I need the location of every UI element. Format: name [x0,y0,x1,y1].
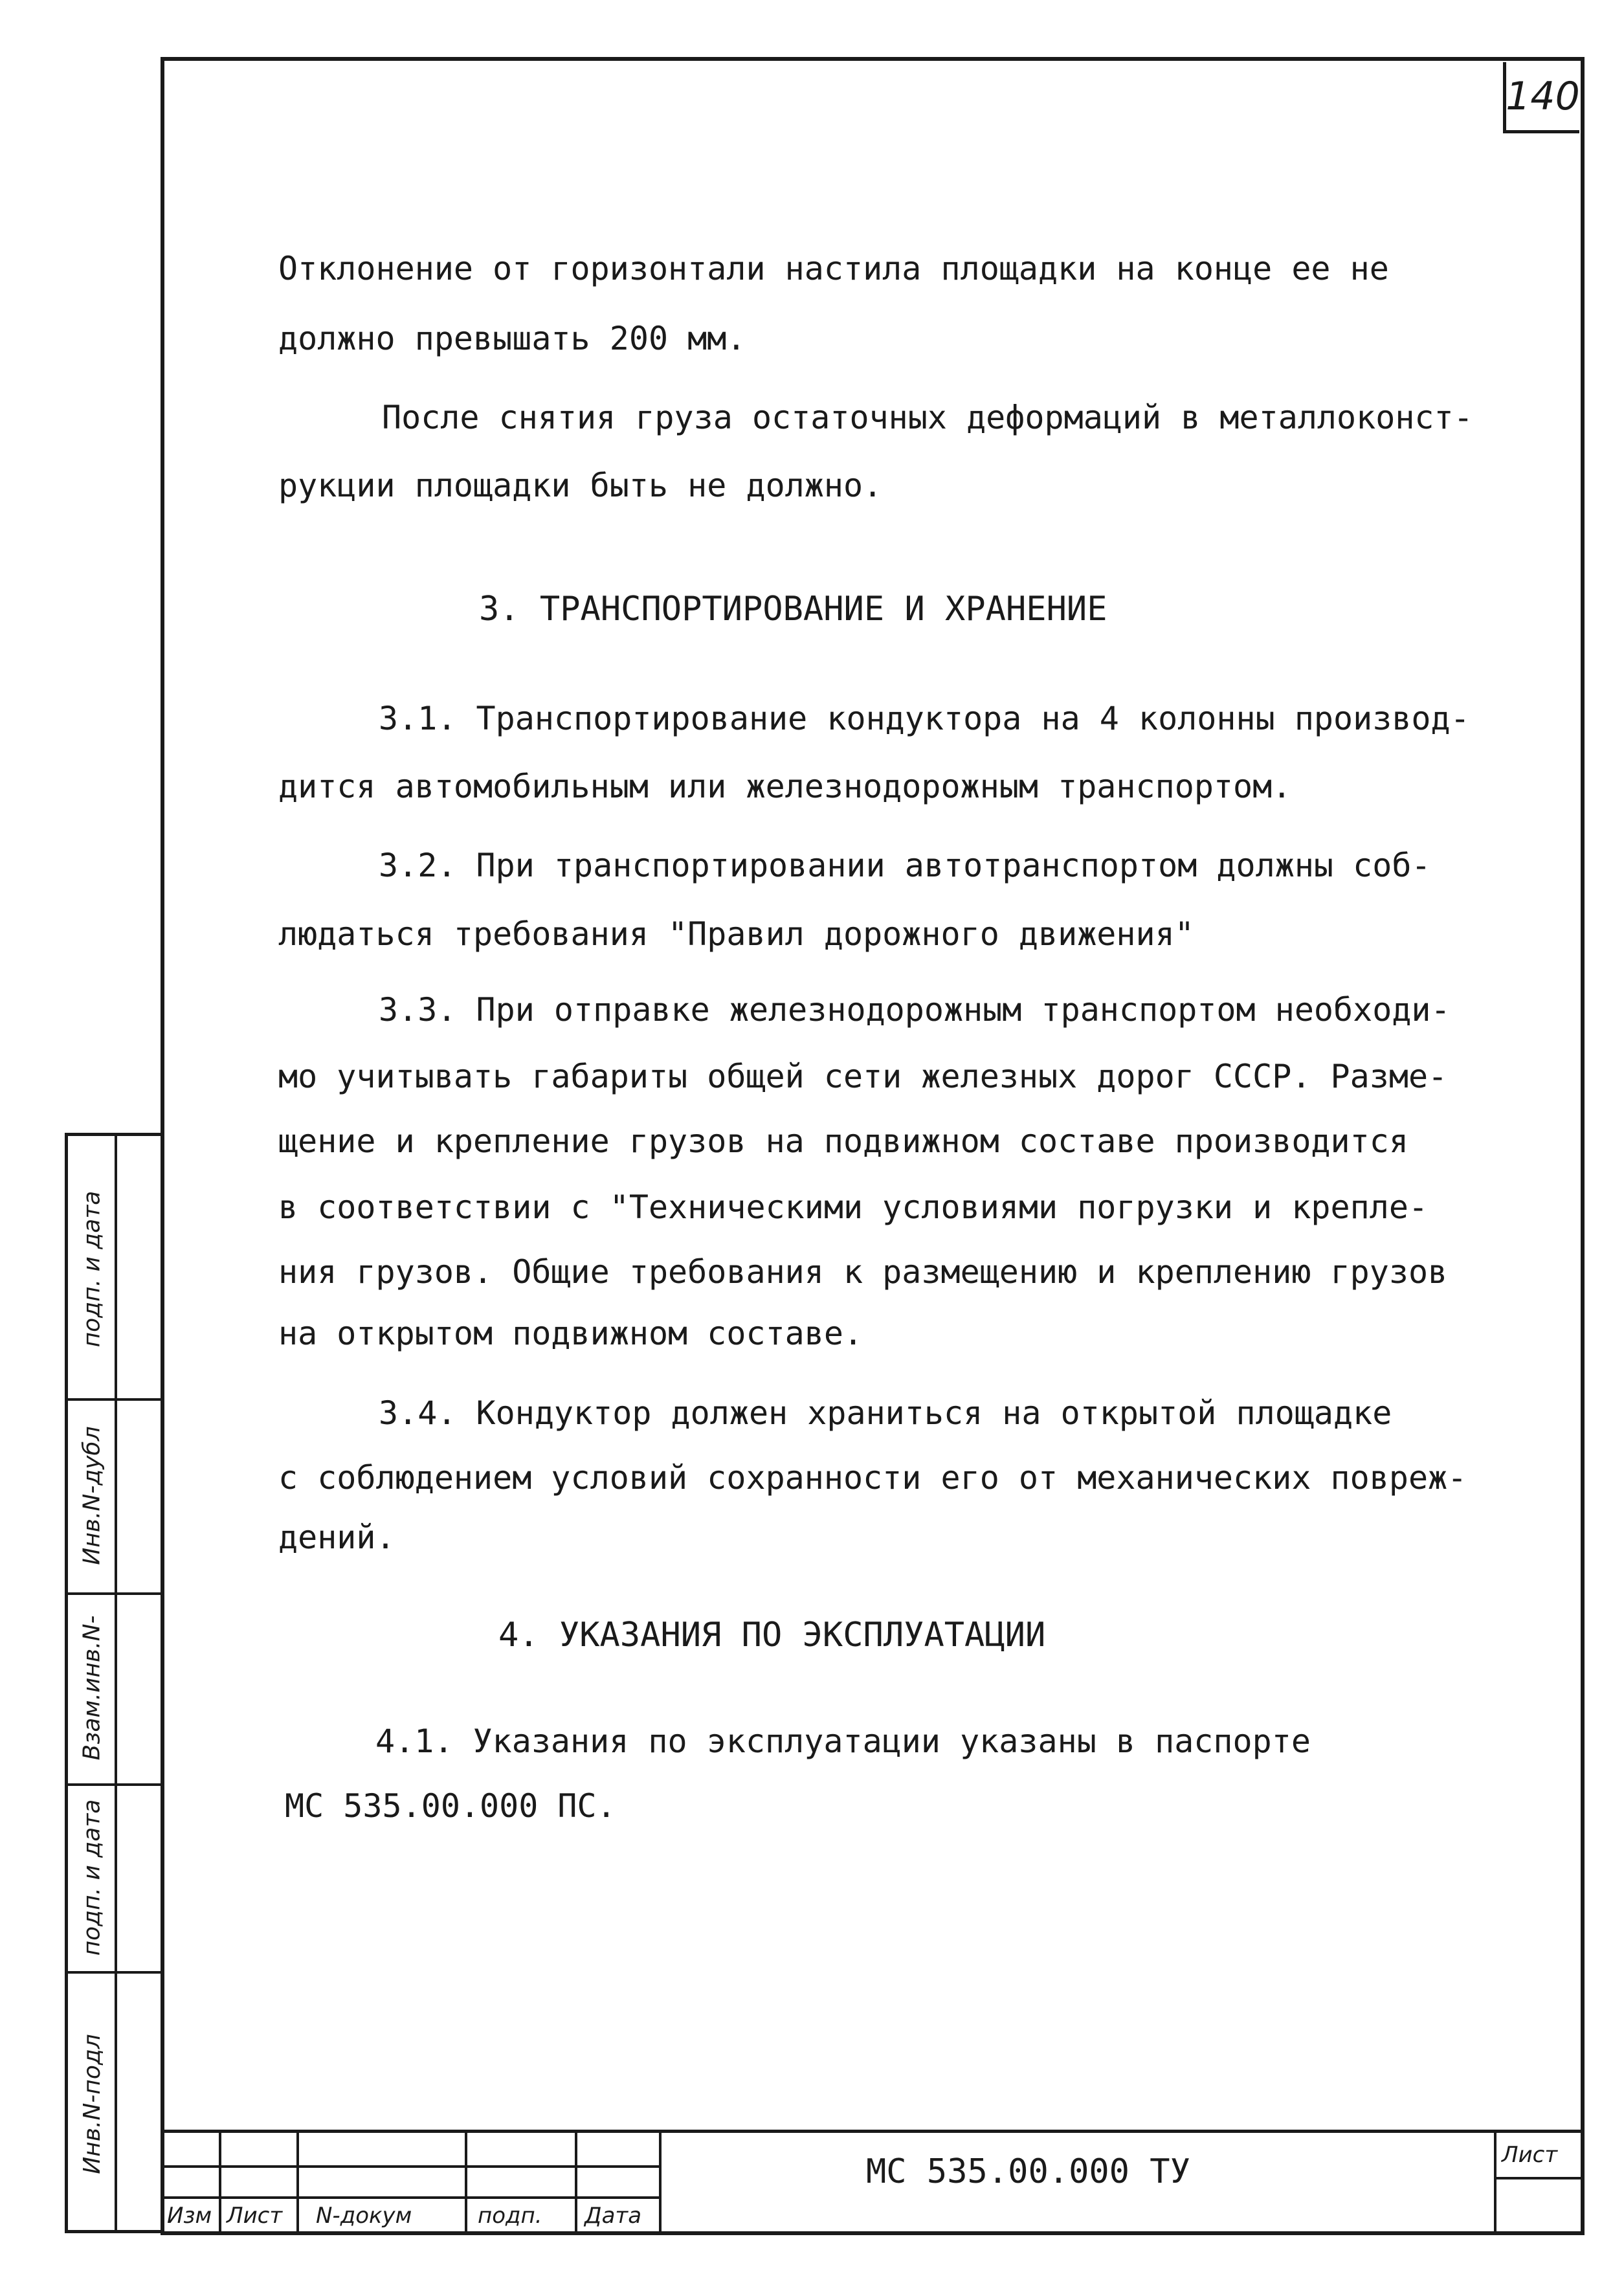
stamp-podp-data-2: подп. и дата [78,1190,106,1347]
stamp-inv-dubl: Инв.N-дубл [78,1425,106,1565]
col-data: Дата [584,2203,642,2229]
text-line: 4.1. Указания по эксплуатации указаны в паспорте [375,1722,1311,1760]
text-line: После снятия груза остаточных деформаций в металлоконст- [382,399,1473,436]
text-line: в соответствии с "Техническими условиями погрузки и крепле- [278,1188,1429,1226]
text-line: 3.2. При транспортировании автотранспортом должны соб- [379,847,1431,884]
text-line: рукции площадки быть не должно. [278,467,883,504]
stamp-vzam-inv: Взам.инв.N- [78,1615,106,1761]
page-number: 140 [1503,62,1579,133]
text-line: Отклонение от горизонтали настила площадки на конце ее не [278,250,1389,287]
text-line: ния грузов. Общие требования к размещению и креплению грузов [278,1253,1448,1291]
title-block [161,2130,1585,2235]
document-code: МС 535.00.000 ТУ [866,2152,1190,2191]
text-line: должно превышать 200 мм. [278,320,746,357]
text-line: щение и крепление грузов на подвижном составе производится [278,1122,1408,1160]
sheet-label: Лист [1502,2142,1558,2168]
text-line: дений. [278,1519,395,1556]
stamp-inv-podl: Инв.N-подл [78,2033,106,2174]
text-line: 3.3. При отправке железнодорожным транспортом необходи- [379,991,1451,1029]
col-izm: Изм [167,2203,212,2229]
text-line: людаться требования "Правил дорожного движения" [278,915,1194,953]
col-podp: подп. [478,2203,542,2229]
text-line: 3.4. Кондуктор должен храниться на открытой площадке [379,1394,1392,1432]
section-4-heading: 4. УКАЗАНИЯ ПО ЭКСПЛУАТАЦИИ [498,1616,1046,1655]
text-line: с соблюдением условий сохранности его от механических повреж- [278,1459,1467,1497]
text-line: мо учитывать габариты общей сети железных дорог СССР. Разме- [278,1058,1448,1095]
text-line: дится автомобильным или железнодорожным транспортом. [278,768,1292,805]
text-line: МС 535.00.000 ПС. [285,1787,616,1825]
col-list: Лист [227,2203,283,2229]
side-stamp-strip [65,1133,161,2233]
col-dokum: N-докум [316,2203,412,2229]
text-line: 3.1. Транспортирование кондуктора на 4 колонны производ- [379,700,1470,737]
section-3-heading: 3. ТРАНСПОРТИРОВАНИЕ И ХРАНЕНИЕ [479,590,1107,629]
text-line: на открытом подвижном составе. [278,1315,863,1352]
stamp-podp-data-1: подп. и дата [78,1799,106,1956]
